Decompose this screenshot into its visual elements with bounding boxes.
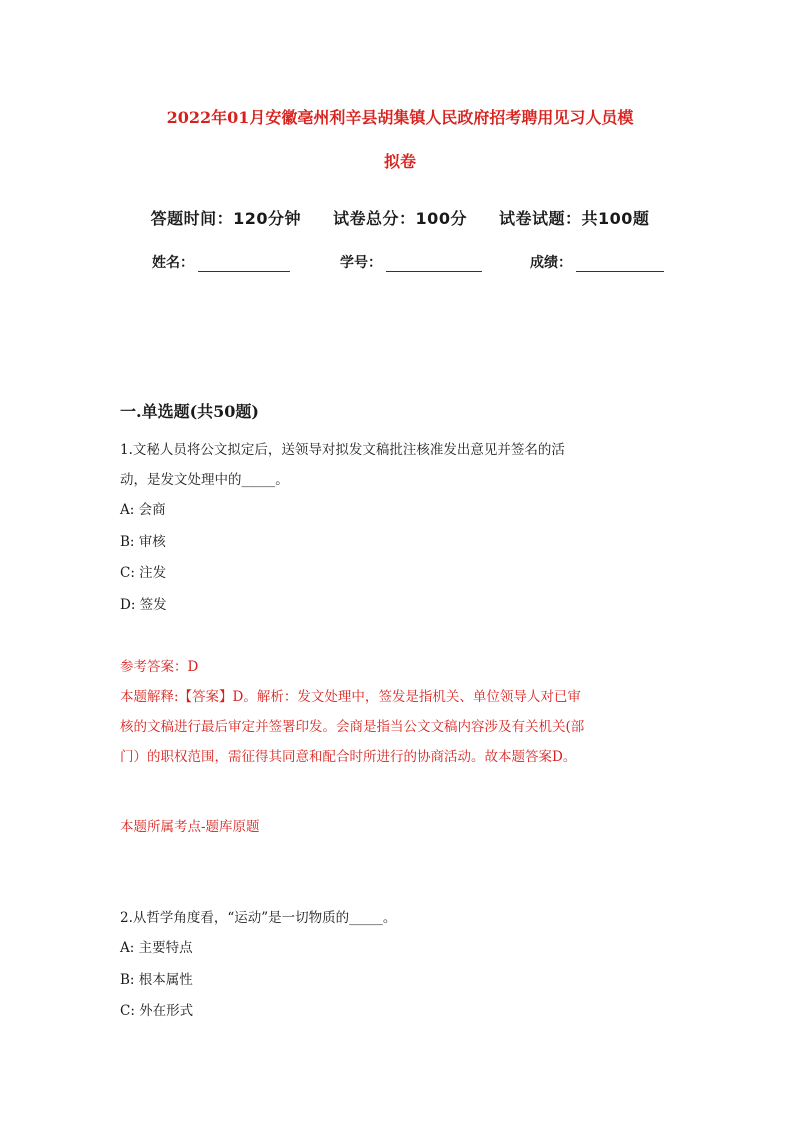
exam-meta [0,206,800,229]
exam-title-line-1: 2022年01月安徽亳州利辛县胡集镇人民政府招考聘用见习人员模 [166,108,634,127]
name-label: 姓名： [152,255,194,271]
question-1-option-c: C: 注发 [120,565,167,581]
name-blank [198,257,290,272]
exam-title-line-2: 拟卷 [383,152,416,171]
student-id-label: 学号： [340,255,382,271]
section-heading: 一.单选题(共50题) [120,402,259,421]
question-1-text-line-1: 1.文秘人员将公文拟定后，送领导对拟发文稿批注核准发出意见并签名的活 [120,442,565,458]
question-1-option-d: D: 签发 [120,596,167,613]
score-label: 成绩： [530,255,572,271]
exam-duration: 答题时间：120分钟 [150,209,301,228]
question-2-text-line-1: 2.从哲学角度看，“运动”是一切物质的_____。 [120,910,397,926]
exam-title [100,96,700,184]
student-id-blank [386,257,482,272]
question-1-explanation-line-3: 门）的职权范围，需征得其同意和配合时所进行的协商活动。故本题答案D。 [120,749,577,765]
student-id-field [340,252,482,272]
question-2 [120,903,680,1028]
question-1-answer: 参考答案：D [120,659,199,675]
question-1-option-b: B: 审核 [120,533,166,550]
exam-question-count: 试卷试题：共100题 [499,209,650,228]
question-1-text-line-2: 动，是发文处理中的_____。 [120,472,289,488]
question-1-category [120,812,680,842]
question-2-option-c: C: 外在形式 [120,1003,194,1019]
question-1-answer-block [120,652,680,772]
question-1 [120,435,680,621]
score-blank [576,257,664,272]
name-field [152,252,290,272]
question-1-category-text: 本题所属考点-题库原题 [120,819,260,835]
question-1-option-a: A: 会商 [120,502,166,518]
question-2-option-a: A: 主要特点 [120,940,193,956]
question-1-explanation-line-1: 本题解释:【答案】D。解析：发文处理中，签发是指机关、单位领导人对已审 [120,689,581,705]
exam-total-score: 试卷总分：100分 [333,209,467,228]
score-field [530,252,664,272]
question-2-option-b: B: 根本属性 [120,971,193,988]
question-1-explanation-line-2: 核的文稿进行最后审定并签署印发。会商是指当公文文稿内容涉及有关机关(部 [120,719,585,735]
